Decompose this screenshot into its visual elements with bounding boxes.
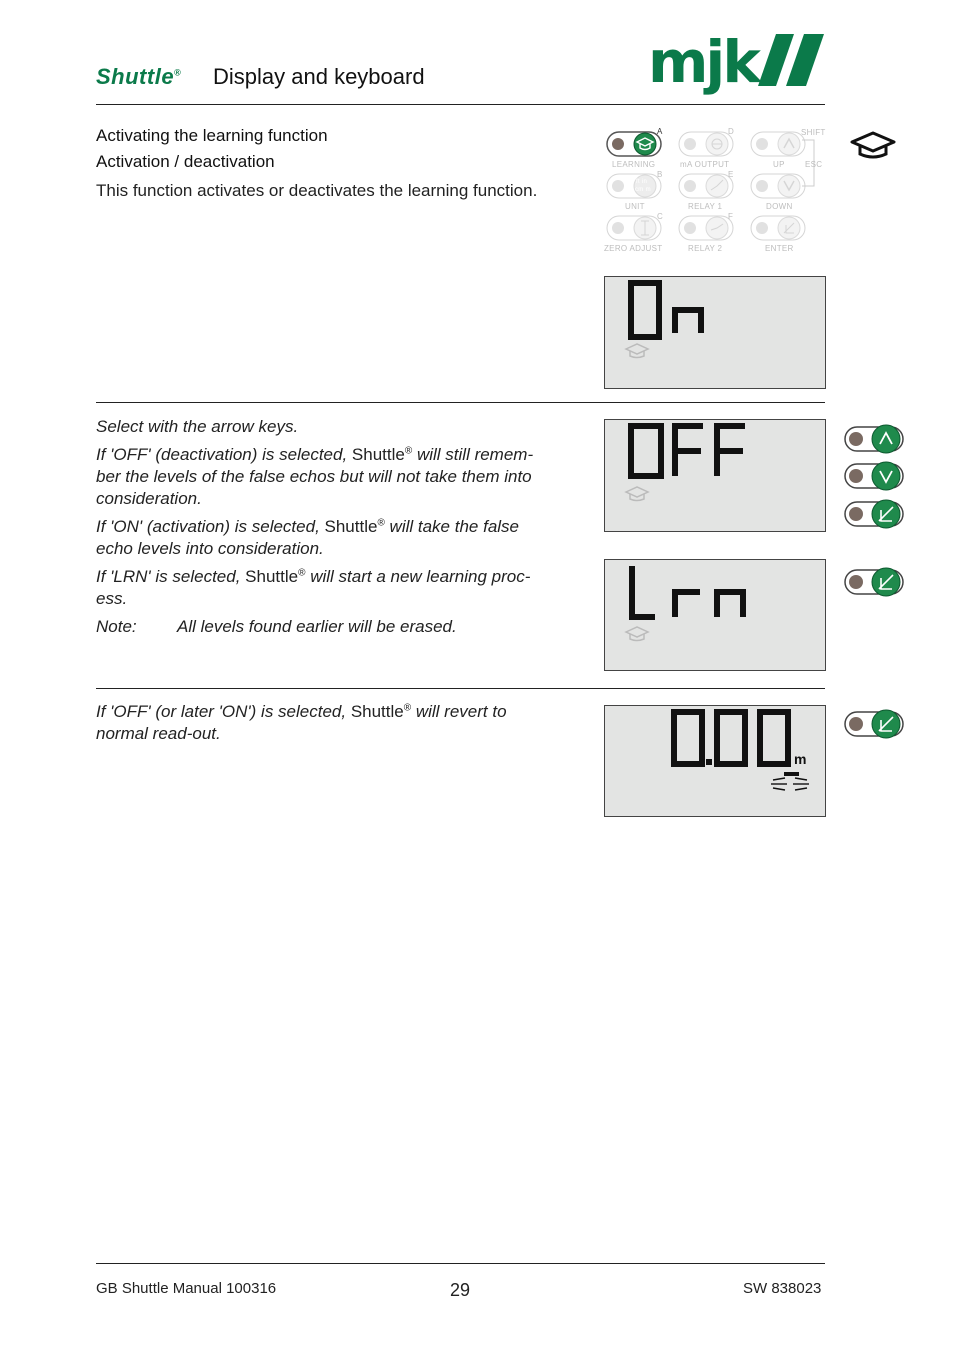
logo-text: mjk xyxy=(648,30,758,96)
ma-output-key[interactable] xyxy=(679,132,733,156)
down-button[interactable] xyxy=(843,459,905,493)
down-key[interactable] xyxy=(751,174,805,198)
relay1-label: RELAY 1 xyxy=(688,202,723,211)
off-paragraph-line1: If 'OFF' (deactivation) is selected, Shuttle® will still remem- xyxy=(96,445,534,464)
note-label: Note: xyxy=(96,617,137,636)
enter-key[interactable] xyxy=(751,216,805,240)
relay1-key[interactable] xyxy=(679,174,733,198)
header-divider xyxy=(96,104,825,105)
section-subheading: Activation / deactivation xyxy=(96,152,275,171)
off-paragraph-line3: consideration. xyxy=(96,489,202,508)
relay2-label: RELAY 2 xyxy=(688,244,723,253)
learning-label: LEARNING xyxy=(612,160,656,169)
footer-software-version: SW 838023 xyxy=(743,1280,822,1297)
relay2-key[interactable] xyxy=(679,216,733,240)
shift-label: SHIFT xyxy=(801,128,826,137)
up-label: UP xyxy=(773,160,785,169)
keypad xyxy=(600,126,826,254)
lcd-lrn-display xyxy=(604,559,826,671)
section-divider-2 xyxy=(96,688,825,689)
enter-label: ENTER xyxy=(765,244,794,253)
brand-text: Shuttle xyxy=(96,64,175,89)
lcd-readout-unit: m xyxy=(794,751,807,767)
page-title: Display and keyboard xyxy=(213,64,425,89)
enter-button-readout[interactable] xyxy=(843,707,905,741)
lcd-on-display xyxy=(604,276,826,389)
select-instruction: Select with the arrow keys. xyxy=(96,417,299,436)
lcd-off-graphic xyxy=(605,420,825,531)
on-paragraph-line1: If 'ON' (activation) is selected, Shuttle® will take the false xyxy=(96,517,520,536)
up-key[interactable] xyxy=(751,132,805,156)
down-label: DOWN xyxy=(766,202,793,211)
enter-button[interactable] xyxy=(843,497,905,531)
esc-label: ESC xyxy=(805,160,823,169)
ma-output-label: mA OUTPUT xyxy=(680,160,730,169)
key-letter-b: B xyxy=(657,170,663,179)
keypad-graphic xyxy=(600,126,826,254)
note-text: All levels found earlier will be erased. xyxy=(177,617,457,636)
page-number: 29 xyxy=(450,1280,471,1300)
unit-label: UNIT xyxy=(625,202,645,211)
up-button[interactable] xyxy=(843,422,905,456)
key-letter-e: E xyxy=(728,170,734,179)
mjk-logo xyxy=(648,30,826,102)
enter-button-lrn[interactable] xyxy=(843,565,905,599)
revert-paragraph-line1: If 'OFF' (or later 'ON') is selected, Shuttle® will revert to xyxy=(96,702,507,721)
section-body: This function activates or deactivates the learning function. xyxy=(96,181,538,200)
key-letter-d: D xyxy=(728,127,735,136)
key-letter-f: F xyxy=(728,212,734,221)
brand-name xyxy=(96,64,181,90)
lcd-readout-graphic xyxy=(605,706,825,816)
graduation-cap-icon xyxy=(850,130,896,160)
zero-adjust-label: ZERO ADJUST xyxy=(604,244,663,253)
lcd-off-display xyxy=(604,419,826,532)
unit-key[interactable] xyxy=(607,174,661,198)
lrn-paragraph-line2: ess. xyxy=(96,589,128,608)
revert-paragraph-line2: normal read-out. xyxy=(96,724,221,743)
section-divider-1 xyxy=(96,402,825,403)
unit-ft-label: ft in xyxy=(636,179,648,185)
lrn-paragraph-line1: If 'LRN' is selected, Shuttle® will start a new learning proc- xyxy=(96,567,531,586)
lcd-lrn-graphic xyxy=(605,560,825,670)
zero-adjust-key[interactable] xyxy=(607,216,661,240)
learning-key[interactable] xyxy=(607,132,661,156)
lcd-on-graphic xyxy=(605,277,825,388)
unit-cm-label: cm m xyxy=(635,187,651,193)
footer-manual: GB Shuttle Manual 100316 xyxy=(96,1280,277,1297)
on-paragraph-line2: echo levels into consideration. xyxy=(96,539,324,558)
brand-mark: ® xyxy=(174,67,182,78)
key-letter-c: C xyxy=(657,212,664,221)
section-heading: Activating the learning function xyxy=(96,126,328,145)
footer-divider xyxy=(96,1263,825,1264)
lcd-readout-display xyxy=(604,705,826,817)
off-paragraph-line2: ber the levels of the false echos but will not take them into xyxy=(96,467,532,486)
key-letter-a: A xyxy=(657,127,663,136)
